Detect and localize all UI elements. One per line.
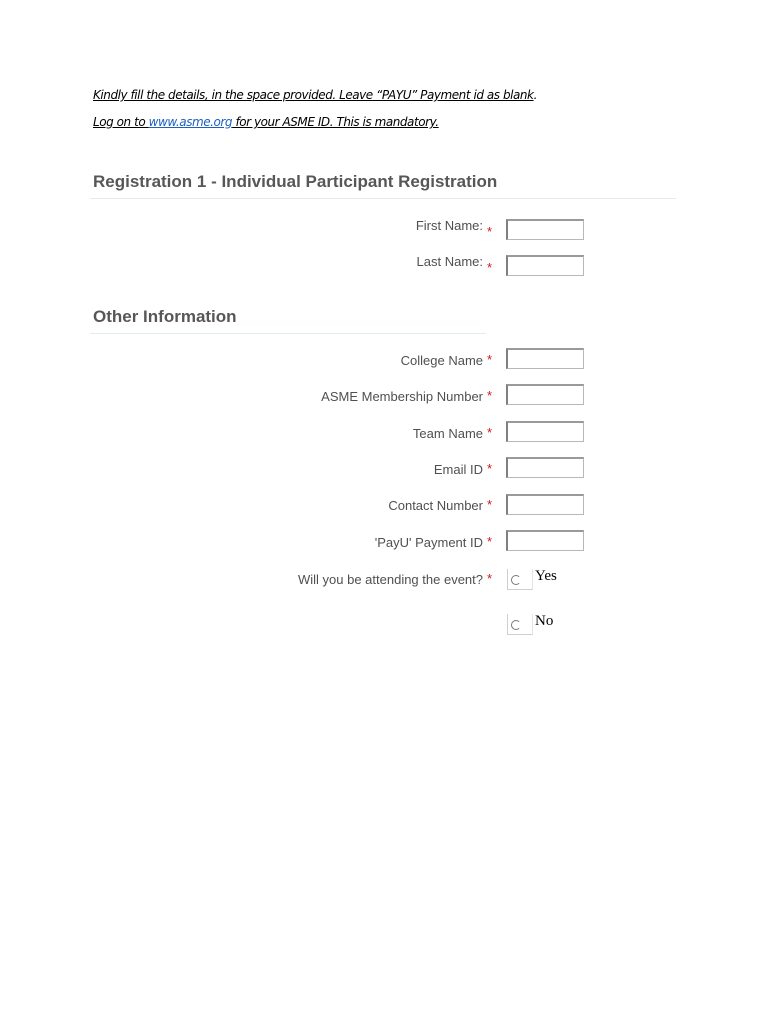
last-name-input[interactable]	[506, 255, 584, 276]
required-marker: *	[487, 425, 493, 440]
last-name-label: Last Name:	[416, 254, 483, 269]
required-marker: *	[487, 534, 493, 549]
college-name-input[interactable]	[506, 348, 584, 369]
required-marker: *	[487, 388, 493, 403]
instruction-line-2	[93, 115, 439, 129]
payu-payment-id-input[interactable]	[506, 530, 584, 551]
attendance-question-label: Will you be attending the event?	[297, 572, 483, 587]
college-name-label: College Name	[400, 353, 483, 368]
required-marker: *	[487, 497, 493, 512]
required-marker: *	[487, 260, 493, 275]
radio-circle-icon	[511, 575, 521, 585]
attend-no-radio[interactable]	[507, 614, 533, 635]
instruction-suffix: for your ASME ID. This is mandatory.	[232, 115, 439, 129]
instruction-period: .	[533, 88, 537, 102]
required-marker: *	[487, 352, 493, 367]
instruction-prefix: Log on to	[93, 115, 149, 129]
email-id-label: Email ID	[433, 462, 483, 477]
contact-number-label: Contact Number	[388, 498, 483, 513]
attend-no-label: No	[535, 613, 554, 629]
asme-membership-input[interactable]	[506, 384, 584, 405]
team-name-label: Team Name	[412, 426, 483, 441]
required-marker: *	[487, 224, 493, 239]
registration-divider	[90, 198, 676, 199]
attend-yes-label: Yes	[535, 568, 557, 584]
asme-membership-label: ASME Membership Number	[321, 389, 483, 404]
other-info-divider	[90, 333, 486, 334]
other-info-title: Other Information	[93, 307, 237, 326]
attend-yes-radio[interactable]	[507, 569, 533, 590]
email-id-input[interactable]	[506, 457, 584, 478]
first-name-input[interactable]	[506, 219, 584, 240]
instruction-line-1	[93, 88, 537, 102]
radio-circle-icon	[511, 620, 521, 630]
required-marker: *	[487, 571, 493, 586]
registration-title: Registration 1 - Individual Participant Registration	[93, 172, 498, 191]
asme-link[interactable]: www.asme.org	[148, 115, 233, 129]
instruction-text: Kindly fill the details, in the space provided. Leave “PAYU” Payment id as blank	[93, 88, 534, 102]
first-name-label: First Name:	[415, 218, 483, 233]
contact-number-input[interactable]	[506, 494, 584, 515]
payu-payment-id-label: 'PayU' Payment ID	[374, 535, 483, 550]
required-marker: *	[487, 461, 493, 476]
team-name-input[interactable]	[506, 421, 584, 442]
